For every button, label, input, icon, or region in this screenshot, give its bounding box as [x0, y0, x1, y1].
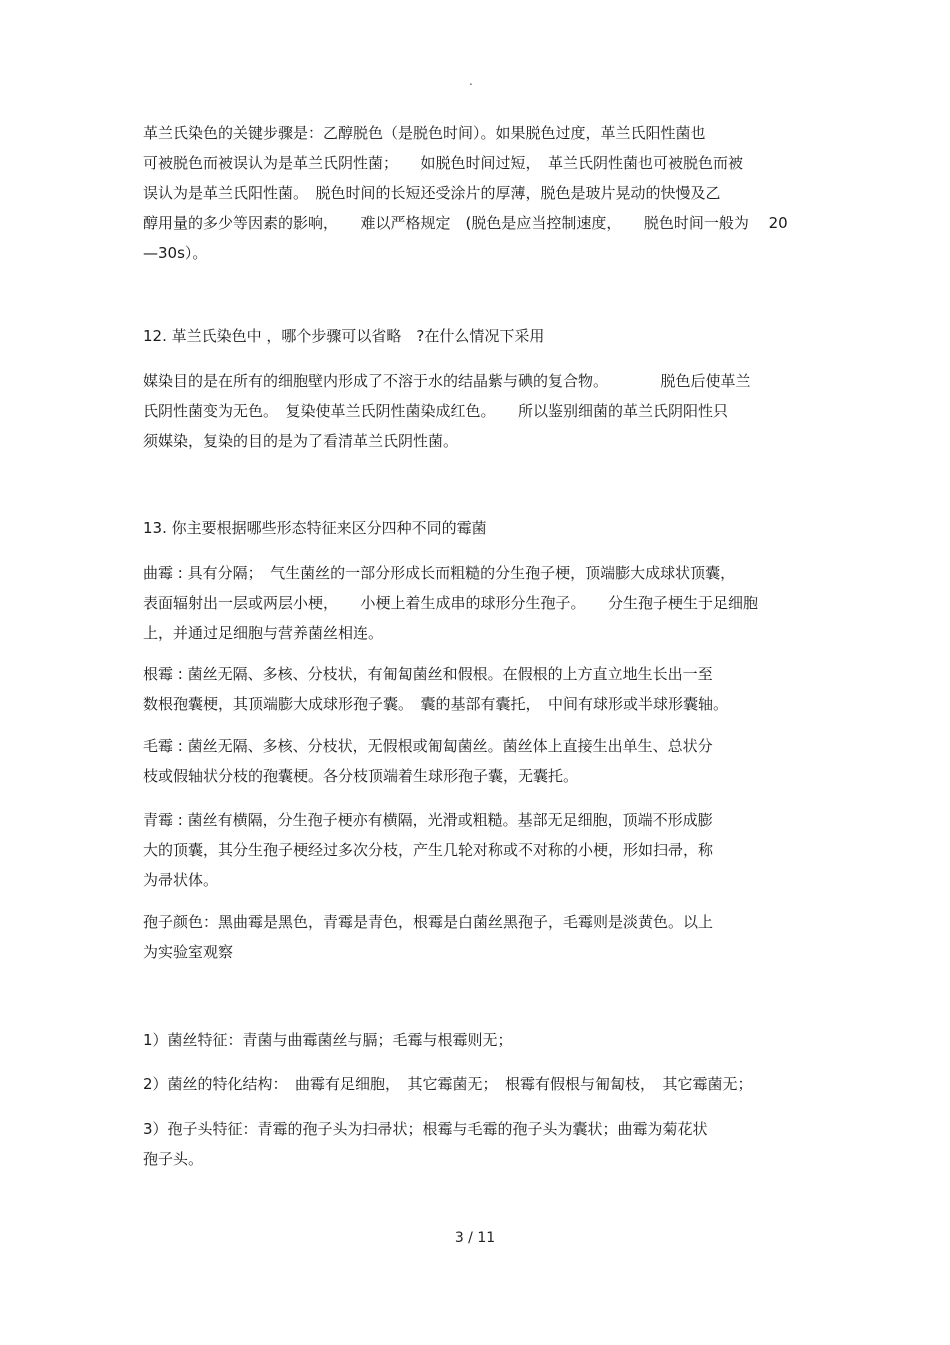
header-mark: .	[469, 74, 473, 88]
text-line: —30s）。	[143, 244, 208, 262]
list-item-spore-head	[143, 1114, 708, 1174]
question-13-heading: 13. 你主要根据哪些形态特征来区分四种不同的霉菌	[143, 519, 487, 537]
text-line: 3）孢子头特征：青霉的孢子头为扫帚状；根霉与毛霉的孢子头为囊状；曲霉为菊花状	[143, 1120, 708, 1138]
text-line: 革兰氏染色的关键步骤是：乙醇脱色（是脱色时间）。如果脱色过度，革兰氏阳性菌也	[143, 124, 706, 142]
text-line: 须媒染，复染的目的是为了看清革兰氏阴性菌。	[143, 432, 459, 450]
question-12-heading: 12. 革兰氏染色中 ，哪个步骤可以省略 ?在什么情况下采用	[143, 327, 545, 345]
text-line: 为帚状体。	[143, 871, 219, 889]
text-line: 表面辐射出一层或两层小梗， 小梗上着生成串的球形分生孢子。 分生孢子梗生于足细胞	[143, 594, 759, 612]
paragraph-spore-color	[143, 907, 713, 967]
text-line: 根霉 : 菌丝无隔、多核、分枝状，有匍匐菌丝和假根。在假根的上方直立地生长出一至	[143, 665, 713, 683]
text-line: 孢子头。	[143, 1150, 204, 1168]
text-line: 氏阴性菌变为无色。 复染使革兰氏阴性菌染成红色。 所以鉴别细菌的革兰氏阴阳性只	[143, 402, 729, 420]
text-line: 误认为是革兰氏阳性菌。 脱色时间的长短还受涂片的厚薄，脱色是玻片晃动的快慢及乙	[143, 184, 721, 202]
text-line: 媒染目的是在所有的细胞壁内形成了不溶于水的结晶紫与碘的复合物。 脱色后使革兰	[143, 372, 751, 390]
paragraph-mucor	[143, 731, 713, 791]
list-item-hyphae-features: 1）菌丝特征：青菌与曲霉菌丝与膈；毛霉与根霉则无；	[143, 1031, 513, 1049]
list-item-specialized-structures: 2）菌丝的特化结构： 曲霉有足细胞， 其它霉菌无； 根霉有假根与匍匐枝， 其它霉菌无；	[143, 1075, 753, 1093]
text-line: 曲霉 : 具有分隔； 气生菌丝的一部分形成长而粗糙的分生孢子梗，顶端膨大成球状顶囊，	[143, 564, 736, 582]
text-line: 青霉 : 菌丝有横隔，分生孢子梗亦有横隔，光滑或粗糙。基部无足细胞，顶端不形成膨	[143, 811, 713, 829]
text-line: 为实验室观察	[143, 943, 234, 961]
text-line: 孢子颜色：黑曲霉是黑色，青霉是青色，根霉是白菌丝黑孢子，毛霉则是淡黄色。以上	[143, 913, 714, 931]
paragraph-rhizopus	[143, 659, 728, 719]
text-line: 枝或假轴状分枝的孢囊梗。各分枝顶端着生球形孢子囊，无囊托。	[143, 767, 579, 785]
text-line: 醇用量的多少等因素的影响， 难以严格规定 (脱色是应当控制速度， 脱色时间一般为 20	[143, 214, 788, 232]
paragraph-mordant-purpose	[143, 366, 751, 456]
text-line: 上，并通过足细胞与营养菌丝相连。	[143, 624, 384, 642]
paragraph-gram-stain-key-step	[143, 118, 788, 268]
text-line: 数根孢囊梗，其顶端膨大成球形孢子囊。 囊的基部有囊托， 中间有球形或半球形囊轴。	[143, 695, 729, 713]
paragraph-aspergillus	[143, 558, 758, 648]
page-number: 3 / 11	[454, 1230, 496, 1246]
text-line: 毛霉 : 菌丝无隔、多核、分枝状，无假根或匍匐菌丝。菌丝体上直接生出单生、总状分	[143, 737, 713, 755]
paragraph-penicillium	[143, 805, 713, 895]
text-line: 可被脱色而被误认为是革兰氏阴性菌； 如脱色时间过短， 革兰氏阴性菌也可被脱色而被	[143, 154, 744, 172]
text-line: 大的顶囊，其分生孢子梗经过多次分枝，产生几轮对称或不对称的小梗，形如扫帚，称	[143, 841, 714, 859]
